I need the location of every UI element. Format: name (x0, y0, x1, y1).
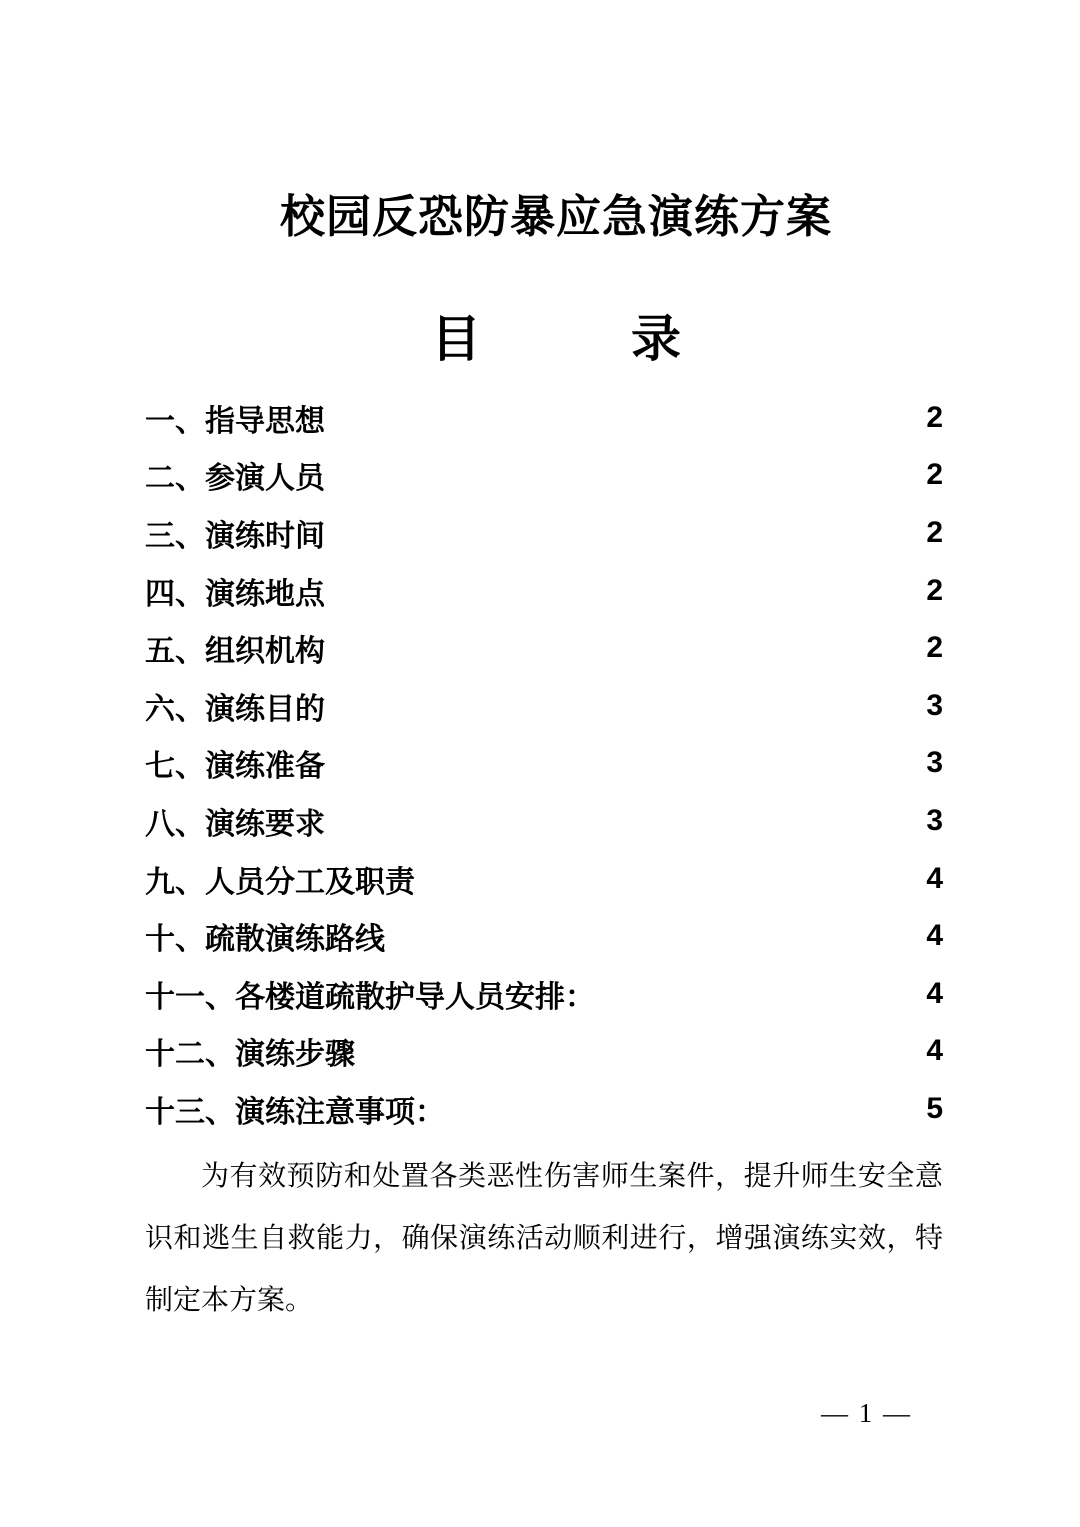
toc-item-page: 3 (926, 746, 943, 780)
toc-item-page: 4 (926, 861, 943, 895)
toc-row (145, 907, 943, 965)
toc-row (145, 735, 943, 793)
body-paragraph: 为有效预防和处置各类恶性伤害师生案件，提升师生安全意识和逃生自救能力，确保演练活动顺利进行，增强演练实效，特制定本方案。 (145, 1161, 943, 1316)
toc-item-label: 七、演练准备 (145, 750, 325, 784)
toc-item-label: 九、人员分工及职责 (145, 865, 415, 899)
toc-item-label: 二、参演人员 (145, 462, 325, 496)
toc-item-page: 3 (926, 688, 943, 722)
toc-item-label: 六、演练目的 (145, 692, 325, 726)
toc-row (145, 619, 943, 677)
toc-row (145, 389, 943, 447)
toc-item-label: 一、指导思想 (145, 404, 325, 438)
toc-heading: 目 录 (431, 311, 681, 367)
toc-item-page: 4 (926, 1034, 943, 1068)
toc-item-label: 三、演练时间 (145, 519, 325, 553)
toc-list (145, 389, 943, 1138)
toc-item-page: 2 (926, 515, 943, 549)
toc-item-page: 3 (926, 803, 943, 837)
toc-item-page: 5 (926, 1091, 943, 1125)
toc-item-page: 4 (926, 976, 943, 1010)
toc-item-label: 八、演练要求 (145, 807, 325, 841)
toc-row (145, 965, 943, 1023)
toc-item-page: 2 (926, 400, 943, 434)
toc-row (145, 447, 943, 505)
toc-row (145, 792, 943, 850)
toc-row (145, 850, 943, 908)
toc-item-page: 2 (926, 631, 943, 665)
toc-row (145, 562, 943, 620)
toc-row (145, 504, 943, 562)
toc-item-label: 十一、各楼道疏散护导人员安排： (145, 980, 595, 1014)
toc-item-label: 十三、演练注意事项： (145, 1095, 445, 1129)
page-number-footer: — 1 — (821, 1398, 912, 1428)
toc-row (145, 677, 943, 735)
toc-item-label: 五、组织机构 (145, 635, 325, 669)
toc-item-page: 4 (926, 919, 943, 953)
toc-item-page: 2 (926, 573, 943, 607)
document-title: 校园反恐防暴应急演练方案 (279, 192, 832, 242)
toc-item-label: 四、演练地点 (145, 577, 325, 611)
toc-row (145, 1023, 943, 1081)
toc-item-label: 十二、演练步骤 (145, 1038, 355, 1072)
toc-item-label: 十、疏散演练路线 (145, 923, 385, 957)
toc-item-page: 2 (926, 458, 943, 492)
toc-row (145, 1080, 943, 1138)
